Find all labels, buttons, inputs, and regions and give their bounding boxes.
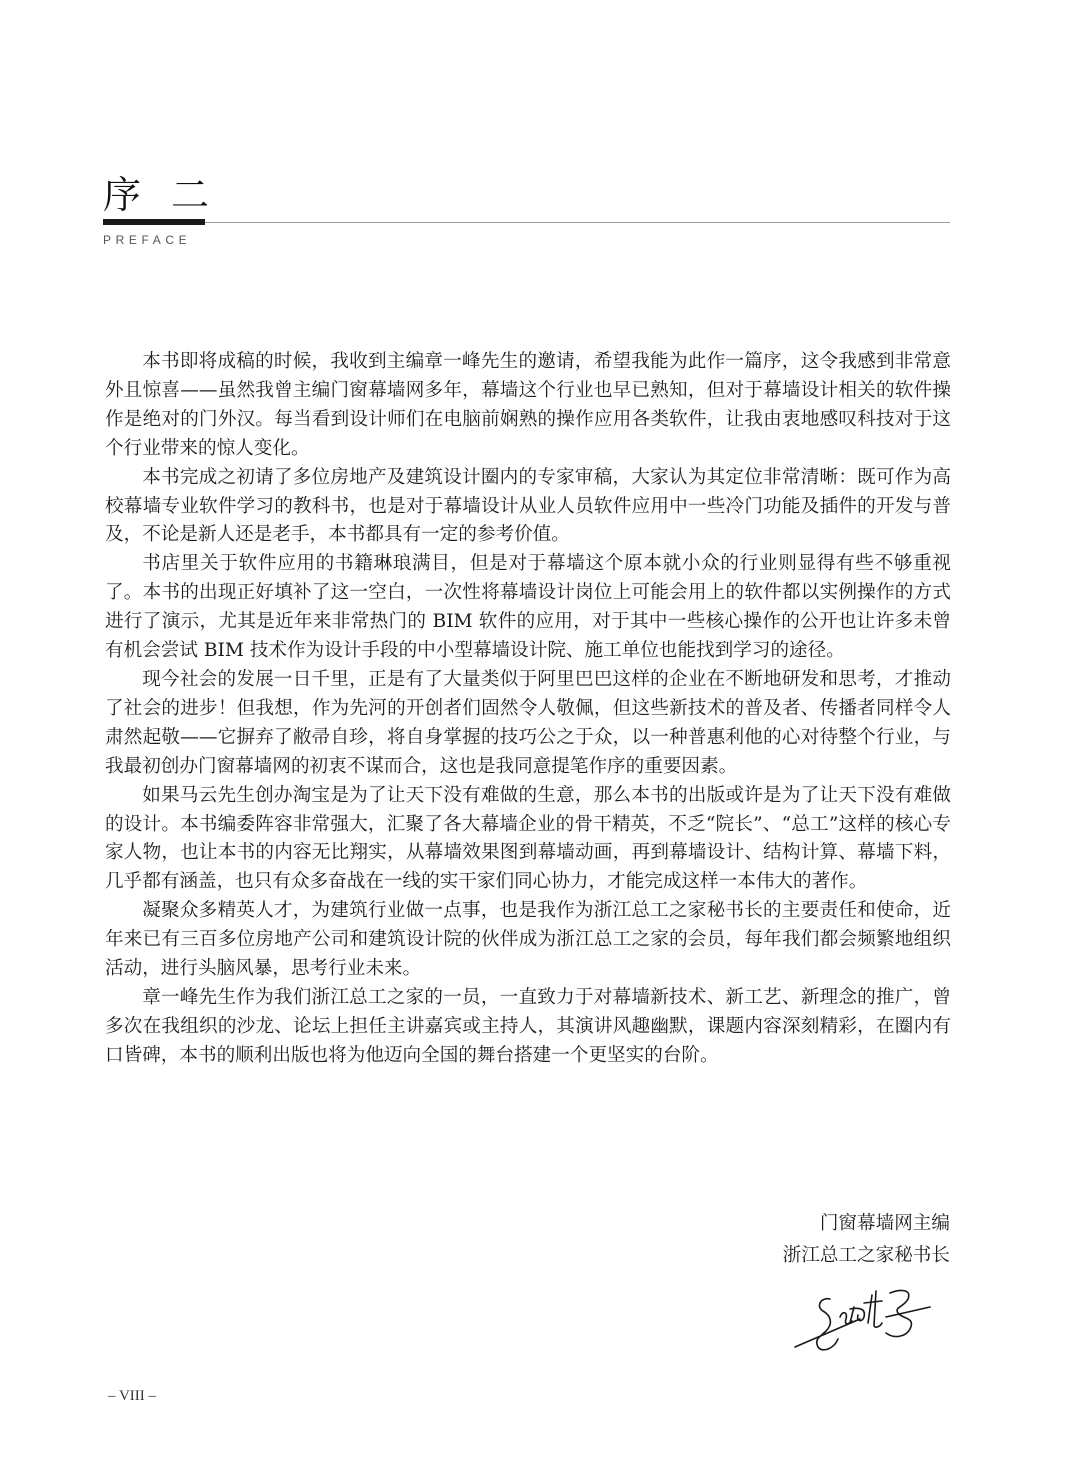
author-title-2: 浙江总工之家秘书长 (782, 1245, 950, 1266)
paragraph: 章一峰先生作为我们浙江总工之家的一员，一直致力于对幕墙新技术、新工艺、新理念的推广，曾多次在我组织的沙龙、论坛上担任主讲嘉宾或主持人，其演讲风趣幽默，课题内容深刻精彩，在圈内有口皆碑，本书的顺利出版也将为他迈向全国的舞台搭建一个更坚实的台阶。 (105, 986, 951, 1066)
page-subtitle: PREFACE (103, 233, 192, 247)
page-number: – VIII – (108, 1388, 157, 1404)
paragraph: 凝聚众多精英人才，为建筑行业做一点事，也是我作为浙江总工之家秘书长的主要责任和使命，近年来已有三百多位房地产公司和建筑设计院的伙伴成为浙江总工之家的会员，每年我们都会频繁地组织活动，进行头脑风暴，思考行业未来。 (105, 900, 951, 980)
page-title: 序二 (103, 173, 240, 217)
paragraph: 如果马云先生创办淘宝是为了让天下没有难做的生意，那么本书的出版或许是为了让天下没有难做的设计。本书编委阵容非常强大，汇聚了各大幕墙企业的骨干精英，不乏“院长”、“总工”这样的核心专家人物，也让本书的内容无比翔实，从幕墙效果图到幕墙动画，再到幕墙设计、结构计算、幕墙下料，几乎都有涵盖，也只有众多奋战在一线的实干家们同心协力，才能完成这样一本伟大的著作。 (105, 784, 951, 893)
signature-block (783, 1208, 950, 1272)
paragraph: 书店里关于软件应用的书籍琳琅满目，但是对于幕墙这个原本就小众的行业则显得有些不够重视了。本书的出现正好填补了这一空白，一次性将幕墙设计岗位上可能会用上的软件都以实例操作的方式进行了演示，尤其是近年来非常热门的 BIM 软件的应用，对于其中一些核心操作的公开也让许多未曾有机会尝试 BIM 技术作为设计手段的中小型幕墙设计院、施工单位也能找到学习的途径。 (105, 553, 951, 662)
paragraph: 现今社会的发展一日千里，正是有了大量类似于阿里巴巴这样的企业在不断地研发和思考，才推动了社会的进步！但我想，作为先河的开创者们固然令人敬佩，但这些新技术的普及者、传播者同样令人肃然起敬——它摒弃了敝帚自珍，将自身掌握的技巧公之于众，以一种普惠利他的心对待整个行业，与我最初创办门窗幕墙网的初衷不谋而合，这也是我同意提笔作序的重要因素。 (105, 668, 951, 777)
body-text (105, 348, 951, 1071)
paragraph: 本书完成之初请了多位房地产及建筑设计圈内的专家审稿，大家认为其定位非常清晰：既可作为高校幕墙专业软件学习的教科书，也是对于幕墙设计从业人员软件应用中一些冷门功能及插件的开发与普及，不论是新人还是老手，本书都具有一定的参考价值。 (105, 466, 951, 546)
handwritten-signature (790, 1277, 950, 1357)
paragraph: 本书即将成稿的时候，我收到主编章一峰先生的邀请，希望我能为此作一篇序，这令我感到非常意外且惊喜——虽然我曾主编门窗幕墙网多年，幕墙这个行业也早已熟知，但对于幕墙设计相关的软件操作是绝对的门外汉。每当看到设计师们在电脑前娴熟的操作应用各类软件，让我由衷地感叹科技对于这个行业带来的惊人变化。 (105, 351, 951, 459)
title-rule-line (205, 222, 950, 223)
title-underline-bar (103, 219, 205, 225)
author-title-1: 门窗幕墙网主编 (819, 1213, 950, 1234)
